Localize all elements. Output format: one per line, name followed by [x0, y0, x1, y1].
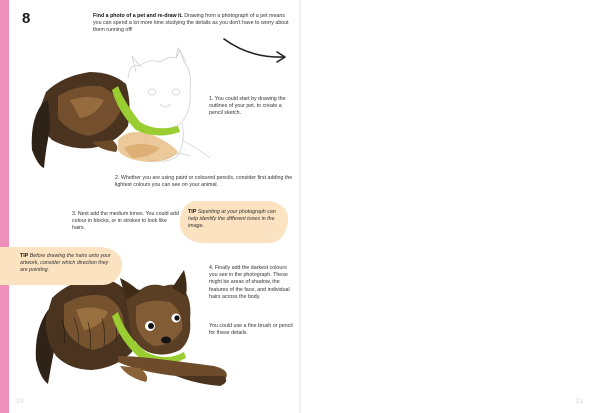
page-number-right: 21	[576, 399, 584, 405]
step-3-text: 3. Next add the medium tones. You could add colour in blocks, or in strokes to look like hairs.	[72, 211, 179, 232]
step-4-extra-text: You could use a fine brush or pencil for these details.	[209, 323, 293, 337]
tip-body: Before drawing the hairs onto your artwork, consider which direction they are pointing.	[20, 253, 111, 274]
curved-arrow-icon	[224, 39, 285, 62]
tip-label: TIP	[20, 253, 29, 259]
step-2-text: 2. Whether you are using paint or coloured pencils, consider first adding the lightest colours you can see on your animal.	[115, 175, 293, 189]
pet-painting-finished	[36, 270, 227, 386]
tip-text	[20, 253, 116, 275]
intro-paragraph	[93, 13, 293, 35]
page-number-left: 20	[16, 399, 24, 405]
pet-painting-in-progress	[32, 48, 210, 168]
tip-text	[188, 209, 284, 231]
step-number: 8	[22, 10, 31, 27]
intro-heading: Find a photo of a pet and re-draw it.	[93, 13, 183, 19]
step-4-text: 4. Finally add the darkest colours you see in the photograph. These might be areas of shadow, the features of the face, and individual hairs across the body.	[209, 265, 290, 300]
tip-body: Squinting at your photograph can help identify the different tones in the image.	[188, 209, 276, 230]
tip-label: TIP	[188, 209, 197, 215]
tip-box-squinting	[180, 201, 288, 243]
step-1-text: 1. You could start by drawing the outlines of your pet, to create a pencil sketch.	[209, 96, 286, 117]
tip-box-hair-direction	[0, 247, 122, 285]
intro-body: Drawing from a photograph of a pet means you can spend a lot more time studying the details as you don't have to worry about them running off!	[93, 13, 289, 34]
